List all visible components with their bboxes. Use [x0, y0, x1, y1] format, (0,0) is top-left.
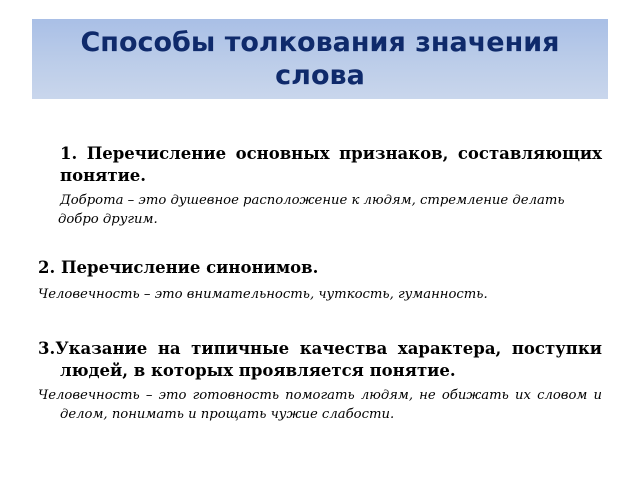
item-2-example: Человечность – это внимательность, чуткость, гуманность. — [38, 287, 488, 302]
slide-title: Способы толкования значения слова — [80, 27, 560, 91]
title-band — [32, 19, 608, 99]
item-2-heading: 2. Перечисление синонимов. — [38, 258, 319, 277]
item-3-example: Человечность – это готовность помогать людям, не обижать их словом и делом, понимать и прощать чужие слабости. — [38, 388, 602, 422]
item-3-heading: 3.Указание на типичные качества характера, поступки людей, в которых проявляется понятие. — [38, 339, 602, 380]
item-1-heading: 1. Перечисление основных признаков, составляющих понятие. — [60, 144, 602, 185]
slide-content — [38, 143, 602, 424]
item-1-example: Доброта – это душевное расположение к людям, стремление делать добро другим. — [58, 193, 565, 227]
